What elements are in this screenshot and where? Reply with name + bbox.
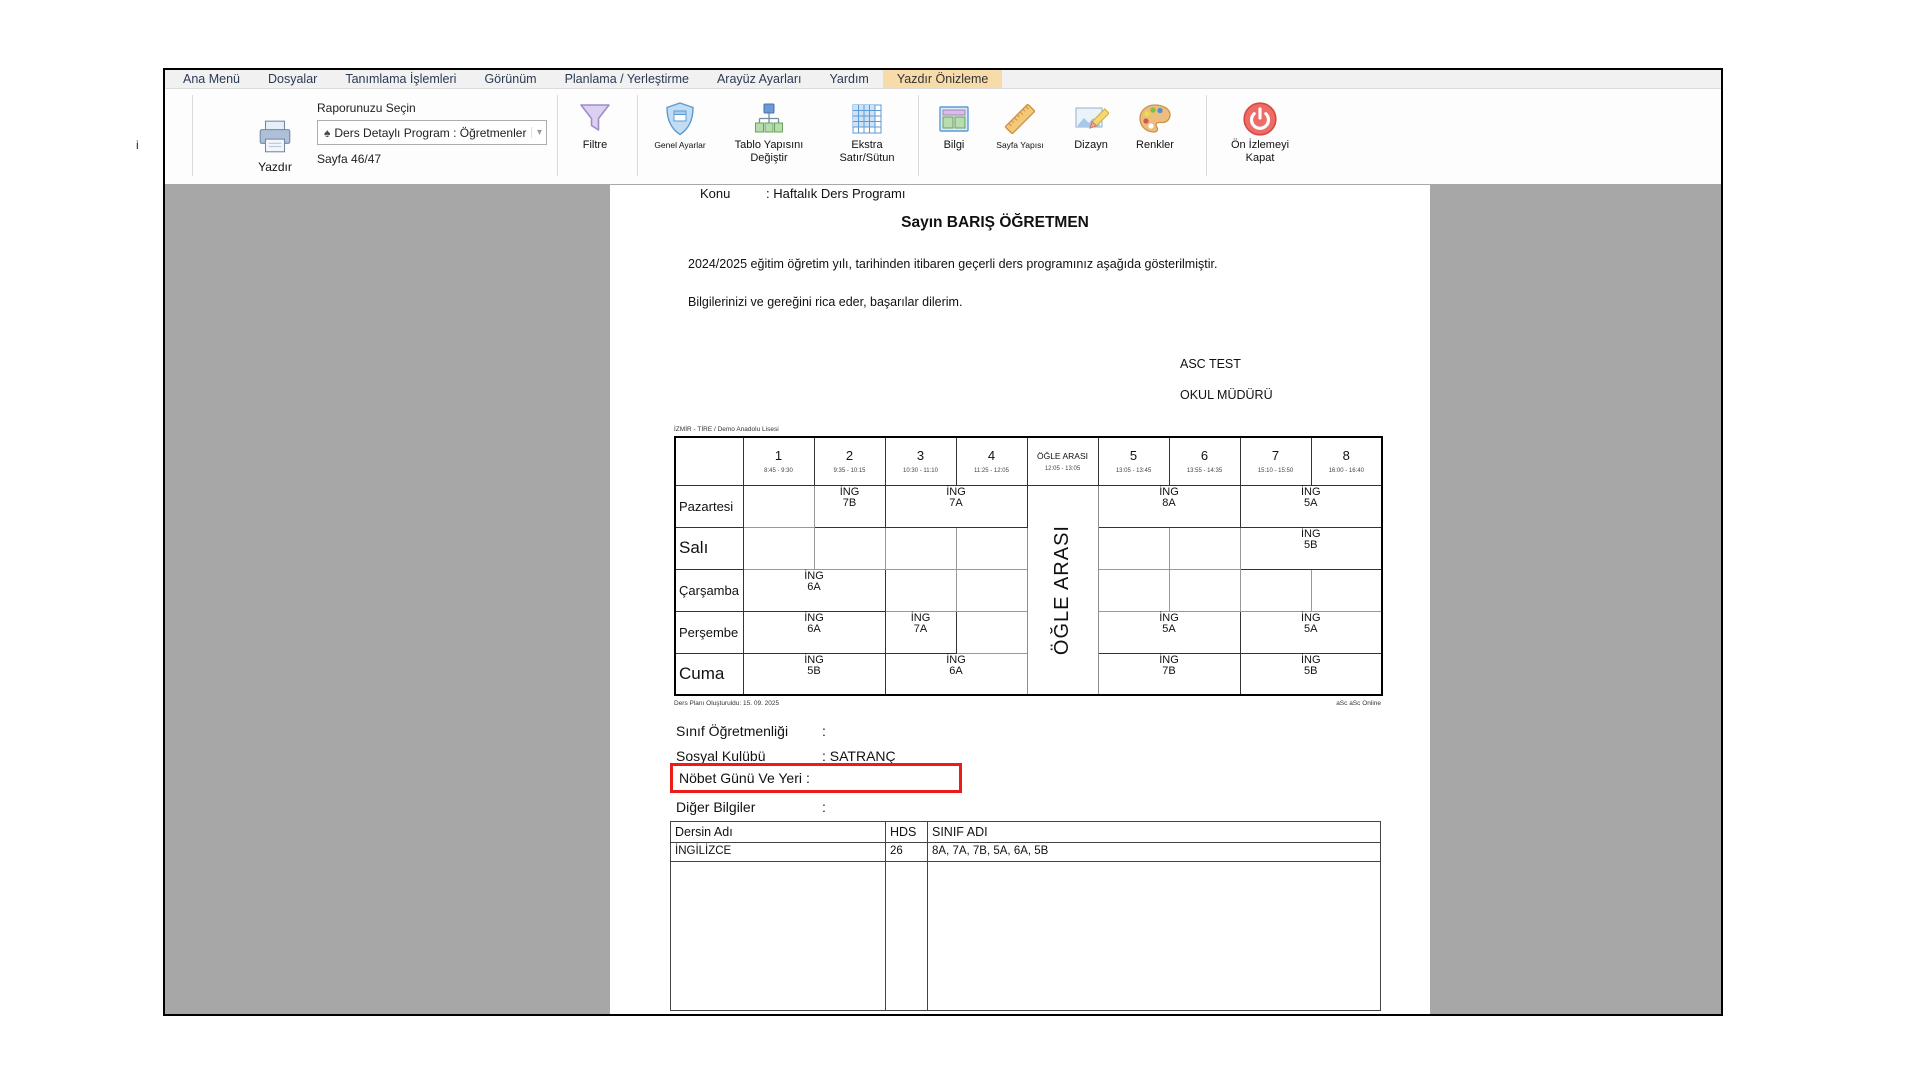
schedule-cell <box>1169 569 1240 611</box>
lesson-class: 6A <box>807 623 821 635</box>
courses-body <box>671 843 1381 1011</box>
info-button-label: Bilgi <box>943 139 965 151</box>
toolbar-separator <box>192 95 193 176</box>
lesson-class: 5A <box>1162 623 1176 635</box>
report-icon: ♠ <box>324 125 331 140</box>
schedule-cell <box>1240 569 1311 611</box>
design-button[interactable] <box>1059 99 1123 152</box>
lesson-class: 5A <box>1304 497 1318 509</box>
printer-icon <box>255 117 295 157</box>
lesson-subject: İNG <box>1159 485 1179 498</box>
info-label: Sınıf Öğretmenliği <box>676 723 789 739</box>
period-time: 15:10 - 15:50 <box>1257 468 1294 475</box>
body-paragraph-2: Bilgilerinizi ve gereğini rica eder, başarılar dilerim. <box>688 295 963 309</box>
courses-table <box>670 821 1381 1011</box>
schedule-body <box>675 485 1382 695</box>
schedule-cell <box>1098 527 1169 569</box>
schedule-cell <box>1098 611 1240 653</box>
schedule-cell <box>956 569 1027 611</box>
info-value: SATRANÇ <box>829 748 896 764</box>
period-time: 13:05 - 13:45 <box>1115 468 1152 475</box>
schedule-cell <box>743 611 885 653</box>
schedule-cell <box>1169 527 1240 569</box>
app-window <box>163 68 1723 1016</box>
period-number: 8 <box>1342 448 1350 464</box>
info-label: Nöbet Günü Ve Yeri <box>679 770 802 786</box>
close-preview-label-2: Kapat <box>1245 151 1275 164</box>
lesson-class: 5A <box>1304 623 1318 635</box>
info-label: Diğer Bilgiler <box>676 799 756 815</box>
schedule-cell <box>1240 653 1382 695</box>
general-settings-label: Genel Ayarlar <box>654 140 706 150</box>
period-number: 4 <box>987 448 996 464</box>
lesson-class: 7A <box>949 497 963 509</box>
print-button[interactable] <box>243 117 307 174</box>
schedule-period-header <box>1169 437 1240 485</box>
menu-item-planlama-yerlestirme[interactable]: Planlama / Yerleştirme <box>564 72 689 86</box>
courses-row <box>671 843 1381 862</box>
salutation: Sayın BARIŞ ÖĞRETMEN <box>901 214 1089 231</box>
lesson-subject: İNG <box>804 611 824 624</box>
period-time: 16:00 - 16:40 <box>1328 468 1364 475</box>
print-preview-area <box>165 185 1721 1014</box>
period-number: 1 <box>774 448 783 464</box>
period-time: 13:55 - 14:35 <box>1186 468 1223 475</box>
courses-cell: İNGİLİZCE <box>671 843 886 862</box>
schedule-period-header <box>1098 437 1169 485</box>
lunch-vertical-text: ÖĞLE ARASI <box>1051 524 1073 655</box>
schedule-day-label: Çarşamba <box>675 569 743 611</box>
courses-column-header: HDS <box>886 822 928 843</box>
lesson-subject: İNG <box>946 485 966 498</box>
schedule-corner-cell <box>675 437 743 485</box>
change-table-structure-label-2: Değiştir <box>750 151 788 164</box>
lesson-class: 7B <box>1162 665 1176 677</box>
schedule-period-header <box>743 437 814 485</box>
schedule-cell <box>885 485 1027 527</box>
schedule-period-header <box>1240 437 1311 485</box>
print-button-label: Yazdır <box>258 160 292 174</box>
menu-item-gorunum[interactable]: Görünüm <box>484 72 537 86</box>
info-row-social-club: Sosyal Kulübü : SATRANÇ <box>676 748 896 764</box>
period-time: 11:25 - 12:05 <box>974 468 1009 475</box>
palette-icon <box>1135 99 1175 139</box>
report-picker-group <box>317 101 567 166</box>
ruler-icon <box>1000 99 1040 139</box>
info-button[interactable] <box>925 99 983 152</box>
body-paragraph-1: 2024/2025 eğitim öğretim yılı, tarihinden itibaren geçerli ders programınız aşağıda gösterilmiştir. <box>688 257 1218 271</box>
toolbar-separator <box>637 95 638 176</box>
menubar <box>165 70 1721 89</box>
school-note: İZMİR - TİRE / Demo Anadolu Lisesi <box>674 426 779 433</box>
asc-online-note: aSc aSc Online <box>1336 700 1381 707</box>
schedule-cell <box>956 527 1027 569</box>
lunch-label: ÖĞLE ARASI <box>1036 450 1089 461</box>
period-time: 8:45 - 9:30 <box>764 468 793 475</box>
design-button-label: Dizayn <box>1074 139 1108 151</box>
chevron-down-icon: ▾ <box>531 127 542 138</box>
info-label: Sosyal Kulübü <box>676 748 766 764</box>
lesson-subject: İNG <box>1300 653 1321 666</box>
lesson-class: 6A <box>949 665 963 677</box>
schedule-cell <box>1098 653 1240 695</box>
period-number: 6 <box>1200 448 1209 464</box>
schedule-cell <box>814 527 885 569</box>
schedule-cell <box>1240 485 1382 527</box>
design-picture-pencil-icon <box>1071 99 1111 139</box>
subject-label: Konu <box>700 186 731 201</box>
courses-column-header: SINIF ADI <box>928 822 1381 843</box>
tree-structure-icon <box>749 99 789 139</box>
grid-icon <box>847 99 887 139</box>
lesson-class: 5B <box>1304 665 1318 677</box>
courses-column-header: Dersin Adı <box>671 822 886 843</box>
schedule-cell <box>814 485 885 527</box>
schedule-lunch-column <box>1027 485 1098 695</box>
toolbar-separator <box>918 95 919 176</box>
lesson-subject: İNG <box>839 485 860 498</box>
document-page <box>610 185 1430 1014</box>
courses-cell: 26 <box>886 843 928 862</box>
lesson-class: 5B <box>807 665 821 677</box>
schedule-period-header <box>814 437 885 485</box>
lesson-class: 7B <box>842 497 857 509</box>
courses-empty-row <box>671 862 1381 1011</box>
info-row-class-teacher: Sınıf Öğretmenliği : <box>676 723 826 739</box>
courses-header <box>671 822 1381 843</box>
courses-header-row <box>671 822 1381 843</box>
signature-title: OKUL MÜDÜRÜ <box>1180 388 1273 402</box>
schedule-cell <box>1240 527 1382 569</box>
stray-character: i <box>136 138 139 152</box>
lesson-subject: İNG <box>1159 653 1179 666</box>
duty-day-highlight-box: Nöbet Günü Ve Yeri : <box>670 763 962 793</box>
report-select[interactable] <box>317 120 547 145</box>
courses-empty-cell <box>671 862 886 1011</box>
page-setup-label: Sayfa Yapısı <box>996 140 1044 150</box>
schedule-period-header <box>1311 437 1382 485</box>
schedule-cell <box>743 653 885 695</box>
colors-button-label: Renkler <box>1136 139 1174 151</box>
schedule-cell <box>743 569 885 611</box>
schedule-header <box>675 437 1382 485</box>
report-picker-label: Raporunuzu Seçin <box>317 101 416 115</box>
schedule-day-label: Pazartesi <box>675 485 743 527</box>
lesson-subject: İNG <box>804 653 824 666</box>
lesson-subject: İNG <box>804 569 824 582</box>
schedule-cell <box>956 611 1027 653</box>
courses-cell: 8A, 7A, 7B, 5A, 6A, 5B <box>928 843 1381 862</box>
menu-item-tanimlama-islemleri[interactable]: Tanımlama İşlemleri <box>345 72 457 86</box>
info-window-icon <box>934 99 974 139</box>
schedule-cell <box>1098 569 1169 611</box>
schedule-day-label: Salı <box>675 527 743 569</box>
schedule-cell <box>1311 569 1382 611</box>
schedule-row <box>675 485 1382 527</box>
toolbar-separator <box>1206 95 1207 176</box>
power-icon <box>1240 99 1280 139</box>
lesson-class: 7A <box>913 623 928 635</box>
close-preview-label-1: Ön İzlemeyi <box>1230 139 1290 151</box>
change-table-structure-button[interactable] <box>724 99 814 164</box>
report-select-value: Ders Detaylı Program : Öğretmenler <box>334 125 527 140</box>
schedule-table <box>674 436 1383 696</box>
schedule-day-label: Perşembe <box>675 611 743 653</box>
schedule-cell <box>885 653 1027 695</box>
schedule-created-note: Ders Planı Oluşturuldu: 15. 09. 2025 <box>674 700 780 707</box>
lesson-subject: İNG <box>910 611 931 624</box>
schedule-period-header <box>956 437 1027 485</box>
subject-line <box>700 186 905 201</box>
schedule-cell <box>885 527 956 569</box>
page-indicator: Sayfa 46/47 <box>317 152 382 166</box>
lesson-subject: İNG <box>1159 611 1179 624</box>
schedule-footer <box>674 700 1381 707</box>
period-number: 5 <box>1129 448 1138 464</box>
filter-icon <box>575 99 615 139</box>
schedule-cell <box>743 485 814 527</box>
courses-empty-cell <box>928 862 1381 1011</box>
page-setup-button[interactable] <box>985 99 1055 152</box>
schedule-cell <box>743 527 814 569</box>
menu-item-arayuz-ayarlari[interactable]: Arayüz Ayarları <box>716 72 802 86</box>
lunch-time: 12:05 - 13:05 <box>1044 465 1081 472</box>
subject-value: : Haftalık Ders Programı <box>766 186 906 201</box>
schedule-cell <box>1098 485 1240 527</box>
schedule-lunch-header <box>1027 437 1098 485</box>
menu-item-dosyalar[interactable]: Dosyalar <box>267 72 318 86</box>
period-number: 3 <box>916 448 925 464</box>
schedule-cell <box>1240 611 1382 653</box>
filter-button-label: Filtre <box>582 139 608 151</box>
schedule-cell <box>885 569 956 611</box>
signature-name: ASC TEST <box>1180 357 1241 371</box>
courses-empty-cell <box>886 862 928 1011</box>
menu-item-yazdir-onizleme[interactable]: Yazdır Önizleme <box>883 70 1002 88</box>
period-time: 9:35 - 10:15 <box>833 468 866 475</box>
lesson-subject: İNG <box>1300 527 1321 540</box>
menu-item-yardim[interactable]: Yardım <box>829 72 869 86</box>
period-number: 2 <box>845 448 854 464</box>
lesson-subject: İNG <box>1300 485 1321 498</box>
filter-button[interactable] <box>560 99 630 152</box>
lesson-class: 5B <box>1304 539 1318 551</box>
shield-settings-icon <box>660 99 700 139</box>
info-row-other: Diğer Bilgiler : <box>676 799 826 815</box>
schedule-day-label: Cuma <box>675 653 743 695</box>
lesson-class: 8A <box>1162 497 1176 509</box>
schedule-period-header <box>885 437 956 485</box>
colors-button[interactable] <box>1123 99 1187 152</box>
close-preview-button[interactable] <box>1215 99 1305 164</box>
general-settings-button[interactable] <box>641 99 719 152</box>
extra-row-column-button[interactable] <box>825 99 909 164</box>
period-time: 10:30 - 11:10 <box>903 468 938 475</box>
menu-item-ana-menu[interactable]: Ana Menü <box>183 72 240 86</box>
lesson-class: 6A <box>807 581 821 593</box>
toolbar <box>165 89 1721 185</box>
change-table-structure-label-1: Tablo Yapısını <box>734 139 804 151</box>
lesson-subject: İNG <box>1300 611 1321 624</box>
lesson-subject: İNG <box>946 653 966 666</box>
schedule-cell <box>885 611 956 653</box>
extra-row-column-label-1: Ekstra <box>851 139 883 151</box>
extra-row-column-label-2: Satır/Sütun <box>839 151 895 164</box>
schedule-header-row <box>675 437 1382 485</box>
period-number: 7 <box>1271 448 1280 464</box>
